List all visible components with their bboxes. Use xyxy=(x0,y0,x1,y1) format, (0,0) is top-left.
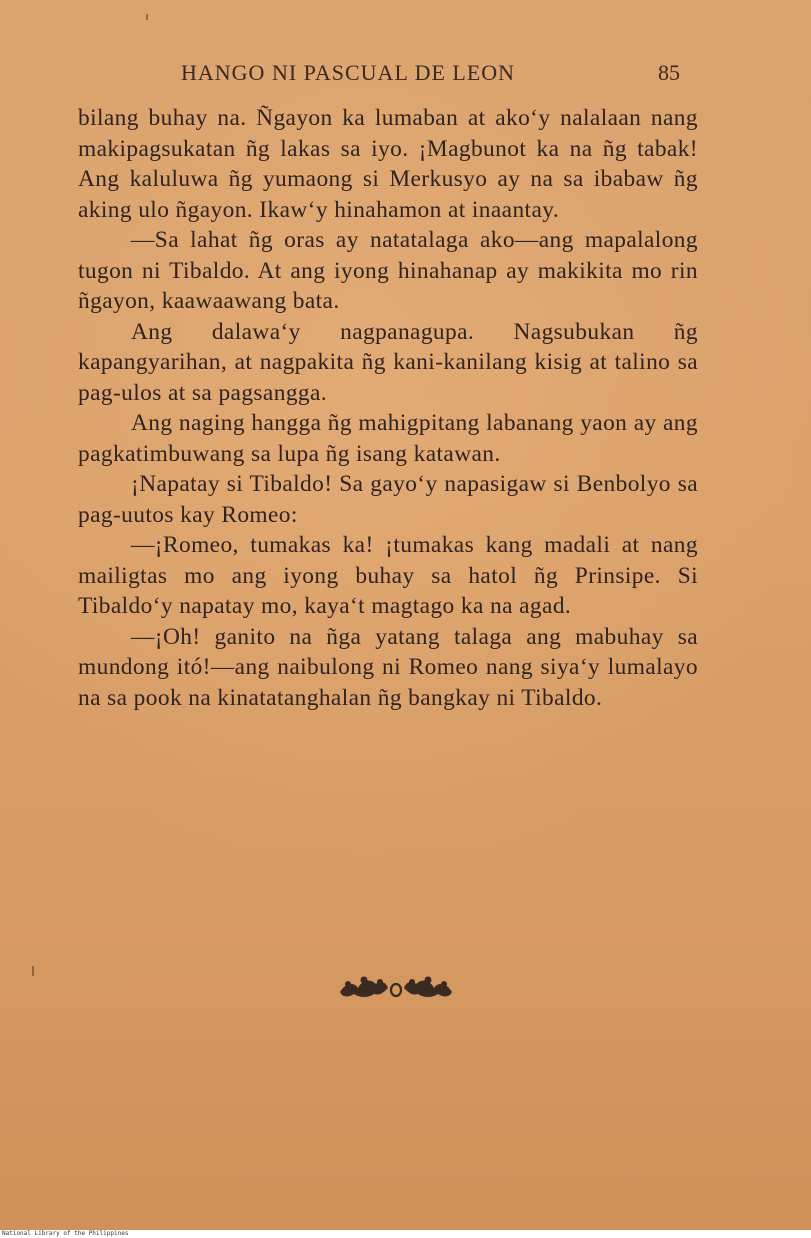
paragraph: —¡Oh! ganito na ñga yatang talaga ang mabuhay sa mundong itó!—ang naibulong ni Romeo nang siya‘y lumalayo na sa pook na kinatatanghalan ñg bangkay ni Tibaldo. xyxy=(78,623,698,711)
paragraph: ¡Napatay si Tibaldo! Sa gayo‘y napasigaw si Benbolyo sa pag-uutos kay Romeo: xyxy=(78,471,698,528)
paper-speck xyxy=(146,14,148,20)
paragraph: Ang naging hangga ñg mahigpitang labanang yaon ay ang pagkatimbuwang sa lupa ñg isang katawan. xyxy=(78,410,698,467)
paragraph: bilang buhay na. Ñgayon ka lumaban at ako‘y nalalaan nang makipagsukatan ñg lakas sa iyo. ¡Magbunot ka na ñg tabak! Ang kaluluwa ñg yumaong si Merkusyo ay na sa ibabaw ñg aking ulo ñgayon. Ikaw‘y hinahamon at inaantay. xyxy=(78,105,698,223)
fleuron-ornament-icon xyxy=(336,970,456,1004)
paragraph: Ang dalawa‘y nagpanagupa. Nagsubukan ñg kapangyarihan, at nagpakita ñg kani-kanilang kisig at talino sa pag-ulos at sa pagsangga. xyxy=(78,318,698,406)
page-number: 85 xyxy=(658,60,680,85)
running-head-title: HANGO NI PASCUAL DE LEON xyxy=(181,60,516,85)
running-head xyxy=(0,60,811,90)
library-credit: National Library of the Philippines xyxy=(0,1230,811,1238)
paper-speck xyxy=(32,966,34,976)
paragraph: —¡Romeo, tumakas ka! ¡tumakas kang madali at nang mailigtas mo ang iyong buhay sa hatol ñg Prinsipe. Si Tibaldo‘y napatay mo, kaya‘t magtago ka na agad. xyxy=(78,532,698,619)
body-text xyxy=(78,103,698,713)
paragraph: —Sa lahat ñg oras ay natatalaga ako—ang mapalalong tugon ni Tibaldo. At ang iyong hinahanap ay makikita mo rin ñgayon, kaawaawang bata. xyxy=(78,227,698,314)
